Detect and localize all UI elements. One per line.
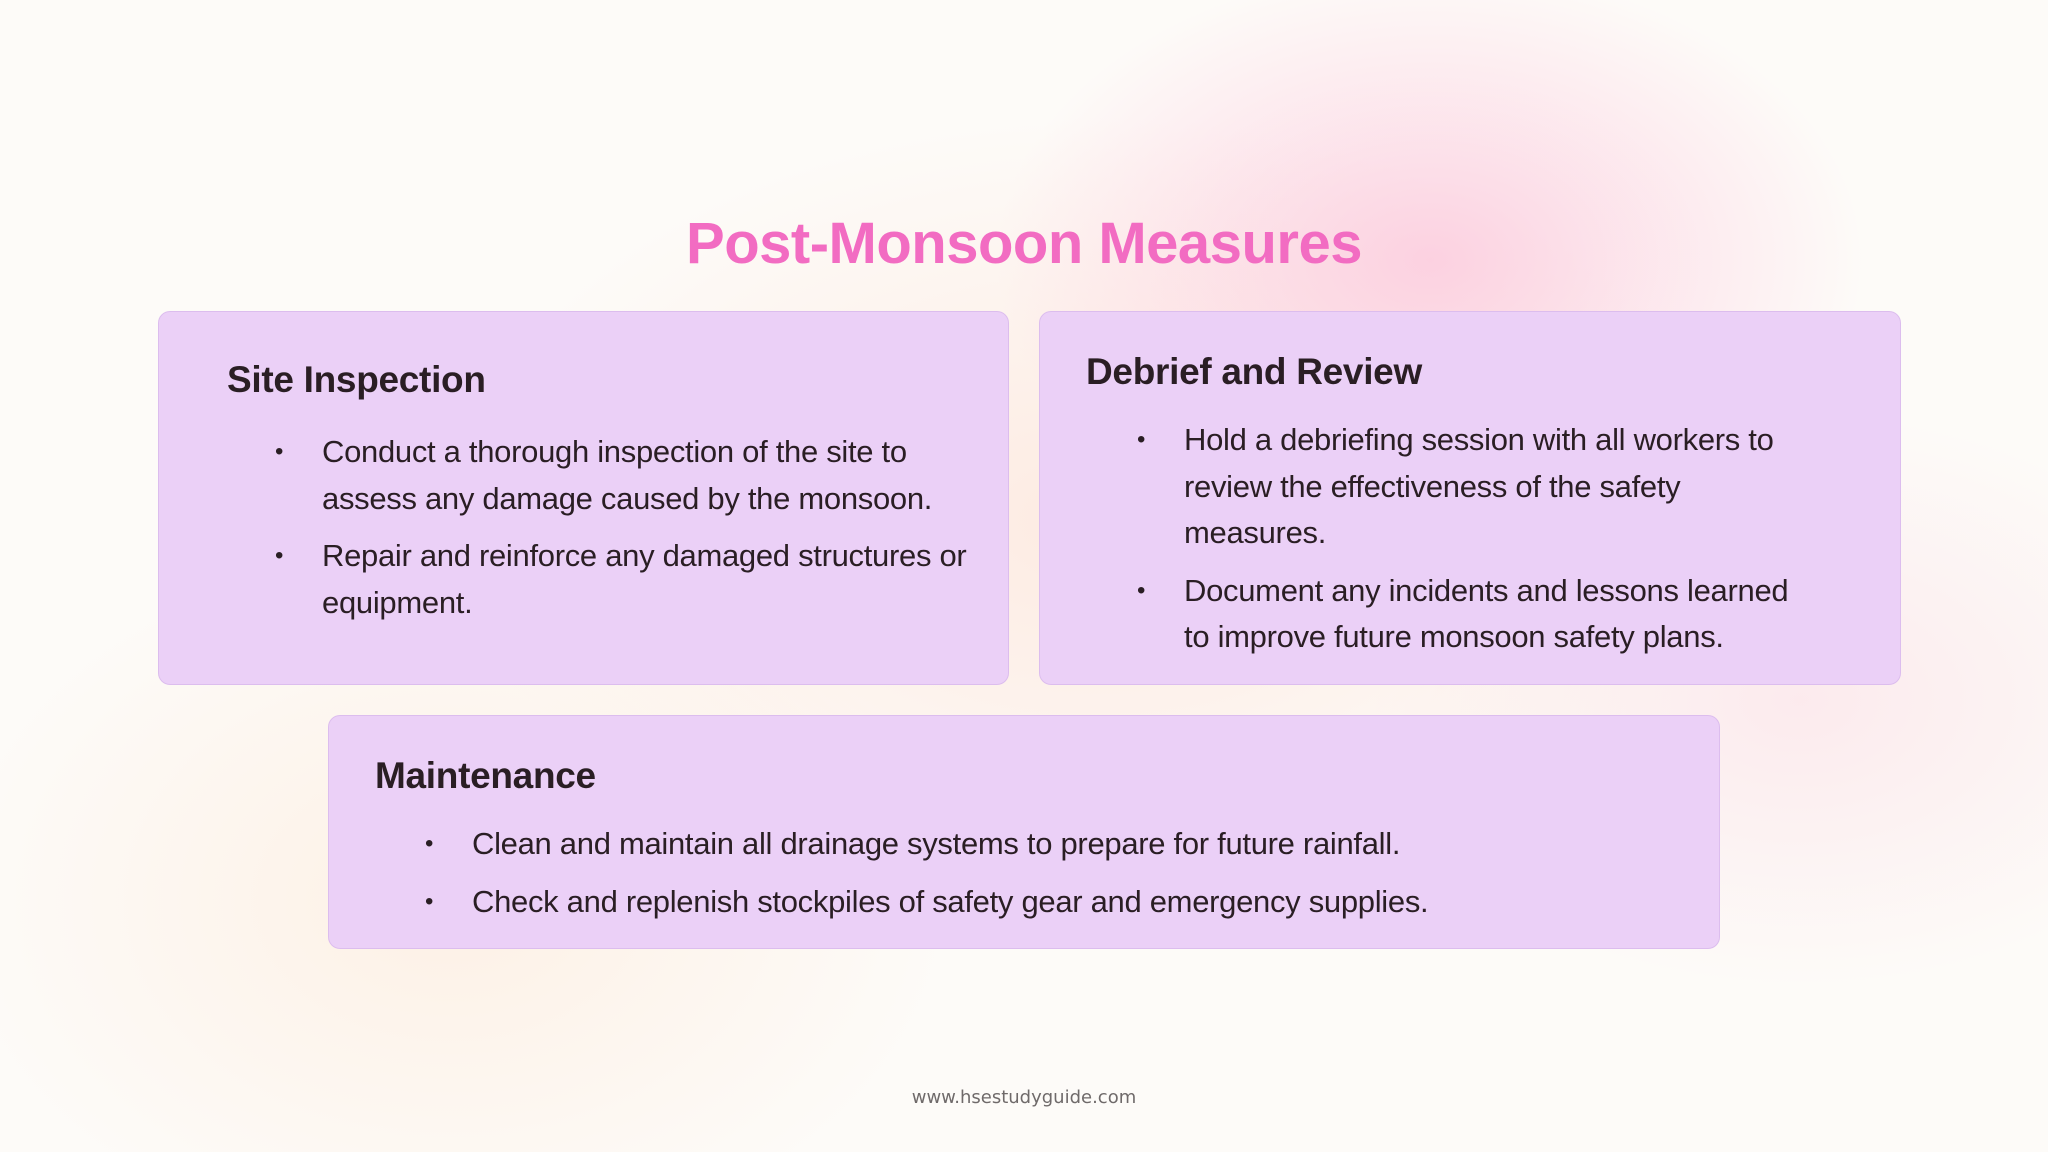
bullet-icon: • xyxy=(275,542,284,569)
list-item-text: Hold a debriefing session with all workers to review the effectiveness of the safety measures. xyxy=(1184,422,1774,550)
bullet-list xyxy=(425,821,1672,936)
bullet-icon: • xyxy=(1137,576,1146,604)
list-item xyxy=(275,533,982,626)
footer-url: www.hsestudyguide.com xyxy=(911,1087,1137,1108)
card-heading: Debrief and Review xyxy=(1086,351,1422,392)
list-item-text: Check and replenish stockpiles of safety gear and emergency supplies. xyxy=(472,883,1429,919)
list-item xyxy=(425,879,1672,926)
card-heading: Site Inspection xyxy=(227,359,486,400)
list-item-text: Document any incidents and lessons learned to improve future monsoon safety plans. xyxy=(1184,572,1789,654)
bullet-list xyxy=(1137,417,1804,672)
list-item xyxy=(425,821,1672,868)
bullet-list xyxy=(275,429,982,637)
bullet-icon: • xyxy=(425,887,434,915)
list-item xyxy=(275,429,982,522)
list-item-text: Repair and reinforce any damaged structures or equipment. xyxy=(322,538,967,620)
debrief-review-card xyxy=(1039,311,1901,685)
bullet-icon: • xyxy=(275,438,284,465)
bullet-icon: • xyxy=(1137,426,1146,453)
site-inspection-card xyxy=(158,311,1009,685)
list-item xyxy=(1137,417,1804,557)
bullet-icon: • xyxy=(425,830,434,857)
list-item-text: Conduct a thorough inspection of the site to assess any damage caused by the monsoon. xyxy=(322,434,933,516)
list-item-text: Clean and maintain all drainage systems to prepare for future rainfall. xyxy=(472,826,1401,861)
list-item xyxy=(1137,568,1804,661)
maintenance-card xyxy=(328,715,1720,949)
page-title: Post-Monsoon Measures xyxy=(686,211,1362,276)
card-heading: Maintenance xyxy=(375,755,596,796)
